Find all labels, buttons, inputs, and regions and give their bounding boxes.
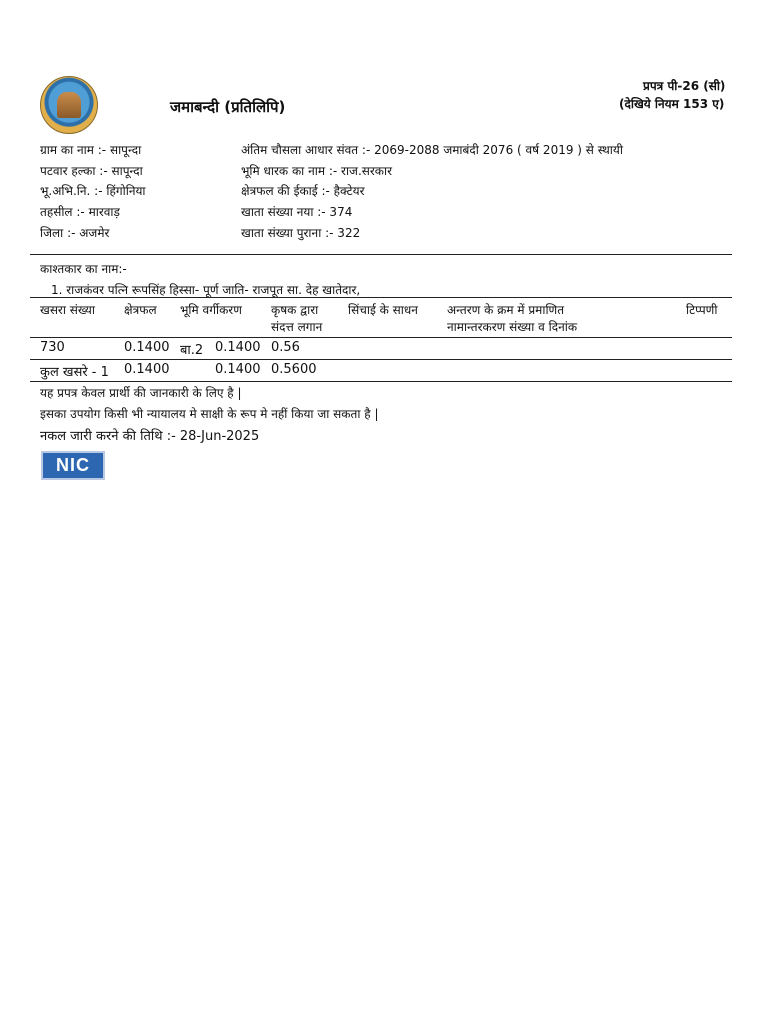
patwar-halka: पटवार हल्का :- सापून्दा: [40, 164, 143, 178]
total-area: 0.1400: [124, 362, 170, 377]
col-header-area: क्षेत्रफल: [124, 303, 157, 317]
form-number: प्रपत्र पी-26 (सी): [643, 79, 726, 93]
divider: [30, 359, 732, 360]
land-holder-name: भूमि धारक का नाम :- राज.सरकार: [241, 164, 393, 178]
divider: [30, 337, 732, 338]
total-rent: 0.5600: [271, 362, 317, 377]
district: जिला :- अजमेर: [40, 226, 110, 240]
rajasthan-govt-seal-icon: [40, 76, 98, 134]
note-info-only: यह प्रपत्र केवल प्रार्थी की जानकारी के लिए है |: [40, 386, 242, 400]
col-header-classification: भूमि वर्गीकरण: [180, 303, 242, 317]
cell-class-area: 0.1400: [215, 340, 261, 355]
village-name: ग्राम का नाम :- सापून्दा: [40, 143, 142, 157]
page-title: जमाबन्दी (प्रतिलिपि): [170, 98, 286, 116]
divider: [30, 254, 732, 255]
area-unit: क्षेत्रफल की ईकाई :- हैक्टेयर: [241, 184, 365, 198]
col-header-rent-line2: संदत्त लगान: [271, 320, 323, 334]
cell-khasra: 730: [40, 340, 65, 355]
cultivator-label: काश्तकार का नाम:-: [40, 262, 127, 276]
col-header-rent: कृषक द्वारा: [271, 303, 319, 317]
settlement-info: अंतिम चौसला आधार संवत :- 2069-2088 जमाबंदी 2076 ( वर्ष 2019 ) से स्थायी: [241, 143, 623, 157]
note-not-evidence: इसका उपयोग किसी भी न्यायालय मे साक्षी के रूप मे नहीं किया जा सकता है |: [40, 407, 379, 421]
total-label: कुल खसरे - 1: [40, 365, 109, 380]
col-header-transfer-line2: नामान्तरकरण संख्या व दिनांक: [447, 320, 578, 334]
cell-rent: 0.56: [271, 340, 300, 355]
col-header-khasra: खसरा संख्या: [40, 303, 95, 317]
cultivator-entry: 1. राजकंवर पत्नि रूपसिंह हिस्सा- पूर्ण जाति- राजपूत सा. देह खातेदार,: [51, 283, 361, 297]
divider: [30, 297, 732, 298]
divider: [30, 381, 732, 382]
tehsil: तहसील :- मारवाड़: [40, 205, 120, 219]
issue-date: नकल जारी करने की तिथि :- 28-Jun-2025: [40, 429, 260, 444]
nic-logo: NIC: [41, 451, 105, 480]
account-number-new: खाता संख्या नया :- 374: [241, 205, 353, 219]
cell-class-code: बा.2: [180, 343, 204, 358]
col-header-irrigation: सिंचाई के साधन: [348, 303, 418, 317]
account-number-old: खाता संख्या पुराना :- 322: [241, 226, 361, 240]
col-header-remarks: टिप्पणी: [686, 303, 718, 317]
rule-reference: (देखिये नियम 153 ए): [619, 97, 725, 111]
cell-area: 0.1400: [124, 340, 170, 355]
col-header-transfer: अन्तरण के क्रम में प्रमाणित: [447, 303, 565, 317]
total-class-area: 0.1400: [215, 362, 261, 377]
land-record-inspector: भू.अभि.नि. :- हिंगोनिया: [40, 184, 146, 198]
